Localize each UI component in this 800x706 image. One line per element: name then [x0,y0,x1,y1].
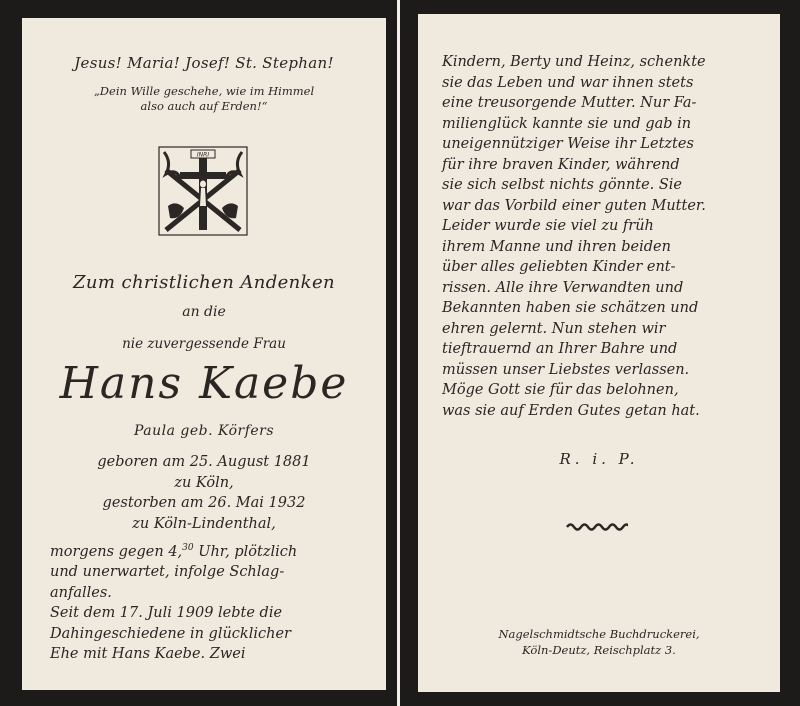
printer-line: Köln-Deutz, Reischplatz 3. [522,643,676,657]
body-line: und unerwartet, infolge Schlag- [50,564,285,581]
body-line: Möge Gott sie für das belohnen, [442,382,679,398]
dedication-subtitle: nie zuvergessende Frau [122,336,286,352]
date-line: zu Köln-Lindenthal, [132,515,276,532]
inri-inscription: INRI [196,151,210,159]
body-line: Ehe mit Hans Kaebe. Zwei [50,646,246,663]
body-line: uneigennütziger Weise ihr Letztes [442,136,694,152]
maiden-name: Paula geb. Körfers [133,423,275,439]
body-line: tieftrauernd an Ihrer Bahre und [442,341,678,357]
biography-text-left [50,538,386,665]
body-line: eine treusorgende Mutter. Nur Fa- [442,95,697,111]
memorial-card-right [400,0,800,706]
dedication-an-die: an die [182,304,226,320]
body-line: rissen. Alle ihre Verwandten und [442,279,684,296]
body-line: sie sich selbst nichts gönnte. Sie [442,177,683,193]
rip-text: R. i. P. [559,450,639,468]
body-line: für ihre braven Kinder, während [442,156,680,173]
body-line: Leider wurde sie viel zu früh [442,218,654,234]
body-line: anfalles. [50,584,112,601]
wavy-line-ornament-icon [566,522,628,532]
body-line: Kindern, Berty und Heinz, schenkte [442,54,706,70]
body-line: Seit dem 17. Juli 1909 lebte die [50,605,283,622]
body-line: müssen unser Liebstes verlassen. [442,361,690,378]
printer-line: Nagelschmidtsche Buchdruckerei, [498,627,700,641]
body-line: Dahingeschiedene in glücklicher [50,625,291,642]
crucifix-emblem-icon [158,146,248,236]
date-line: gestorben am 26. Mai 1932 [102,495,306,511]
printer-imprint [418,626,780,658]
quote-line: „Dein Wille geschehe, wie im Himmel [93,84,315,98]
body-line: war das Vorbild einer guten Mutter. [442,197,706,214]
date-line: geboren am 25. August 1881 [97,454,311,470]
body-line: über alles geliebten Kinder ent- [442,259,676,275]
invocation: Jesus! Maria! Josef! St. Stephan! [74,54,334,72]
body-line: ehren gelernt. Nun stehen wir [442,320,666,337]
quote-line: also auch auf Erden!“ [140,99,268,113]
left-page [22,18,386,690]
date-line: zu Köln, [174,474,234,491]
bible-quote [22,84,386,114]
biography-text-right [442,52,772,421]
memorial-card-left [0,0,397,706]
body-line: ihrem Manne und ihren beiden [442,238,671,255]
body-line: Bekannten haben sie schätzen und [442,300,699,316]
card-title: Zum christlichen Andenken [72,272,336,293]
body-line: was sie auf Erden Gutes getan hat. [442,402,700,419]
life-dates [22,452,386,534]
right-page [418,14,780,692]
body-line: sie das Leben und war ihnen stets [442,74,694,91]
deceased-name: Hans Kaebe [59,358,349,409]
time-line: morgens gegen 4,30 Uhr, plötzlich [50,543,298,560]
body-line: milienglück kannte sie und gab in [442,115,692,132]
